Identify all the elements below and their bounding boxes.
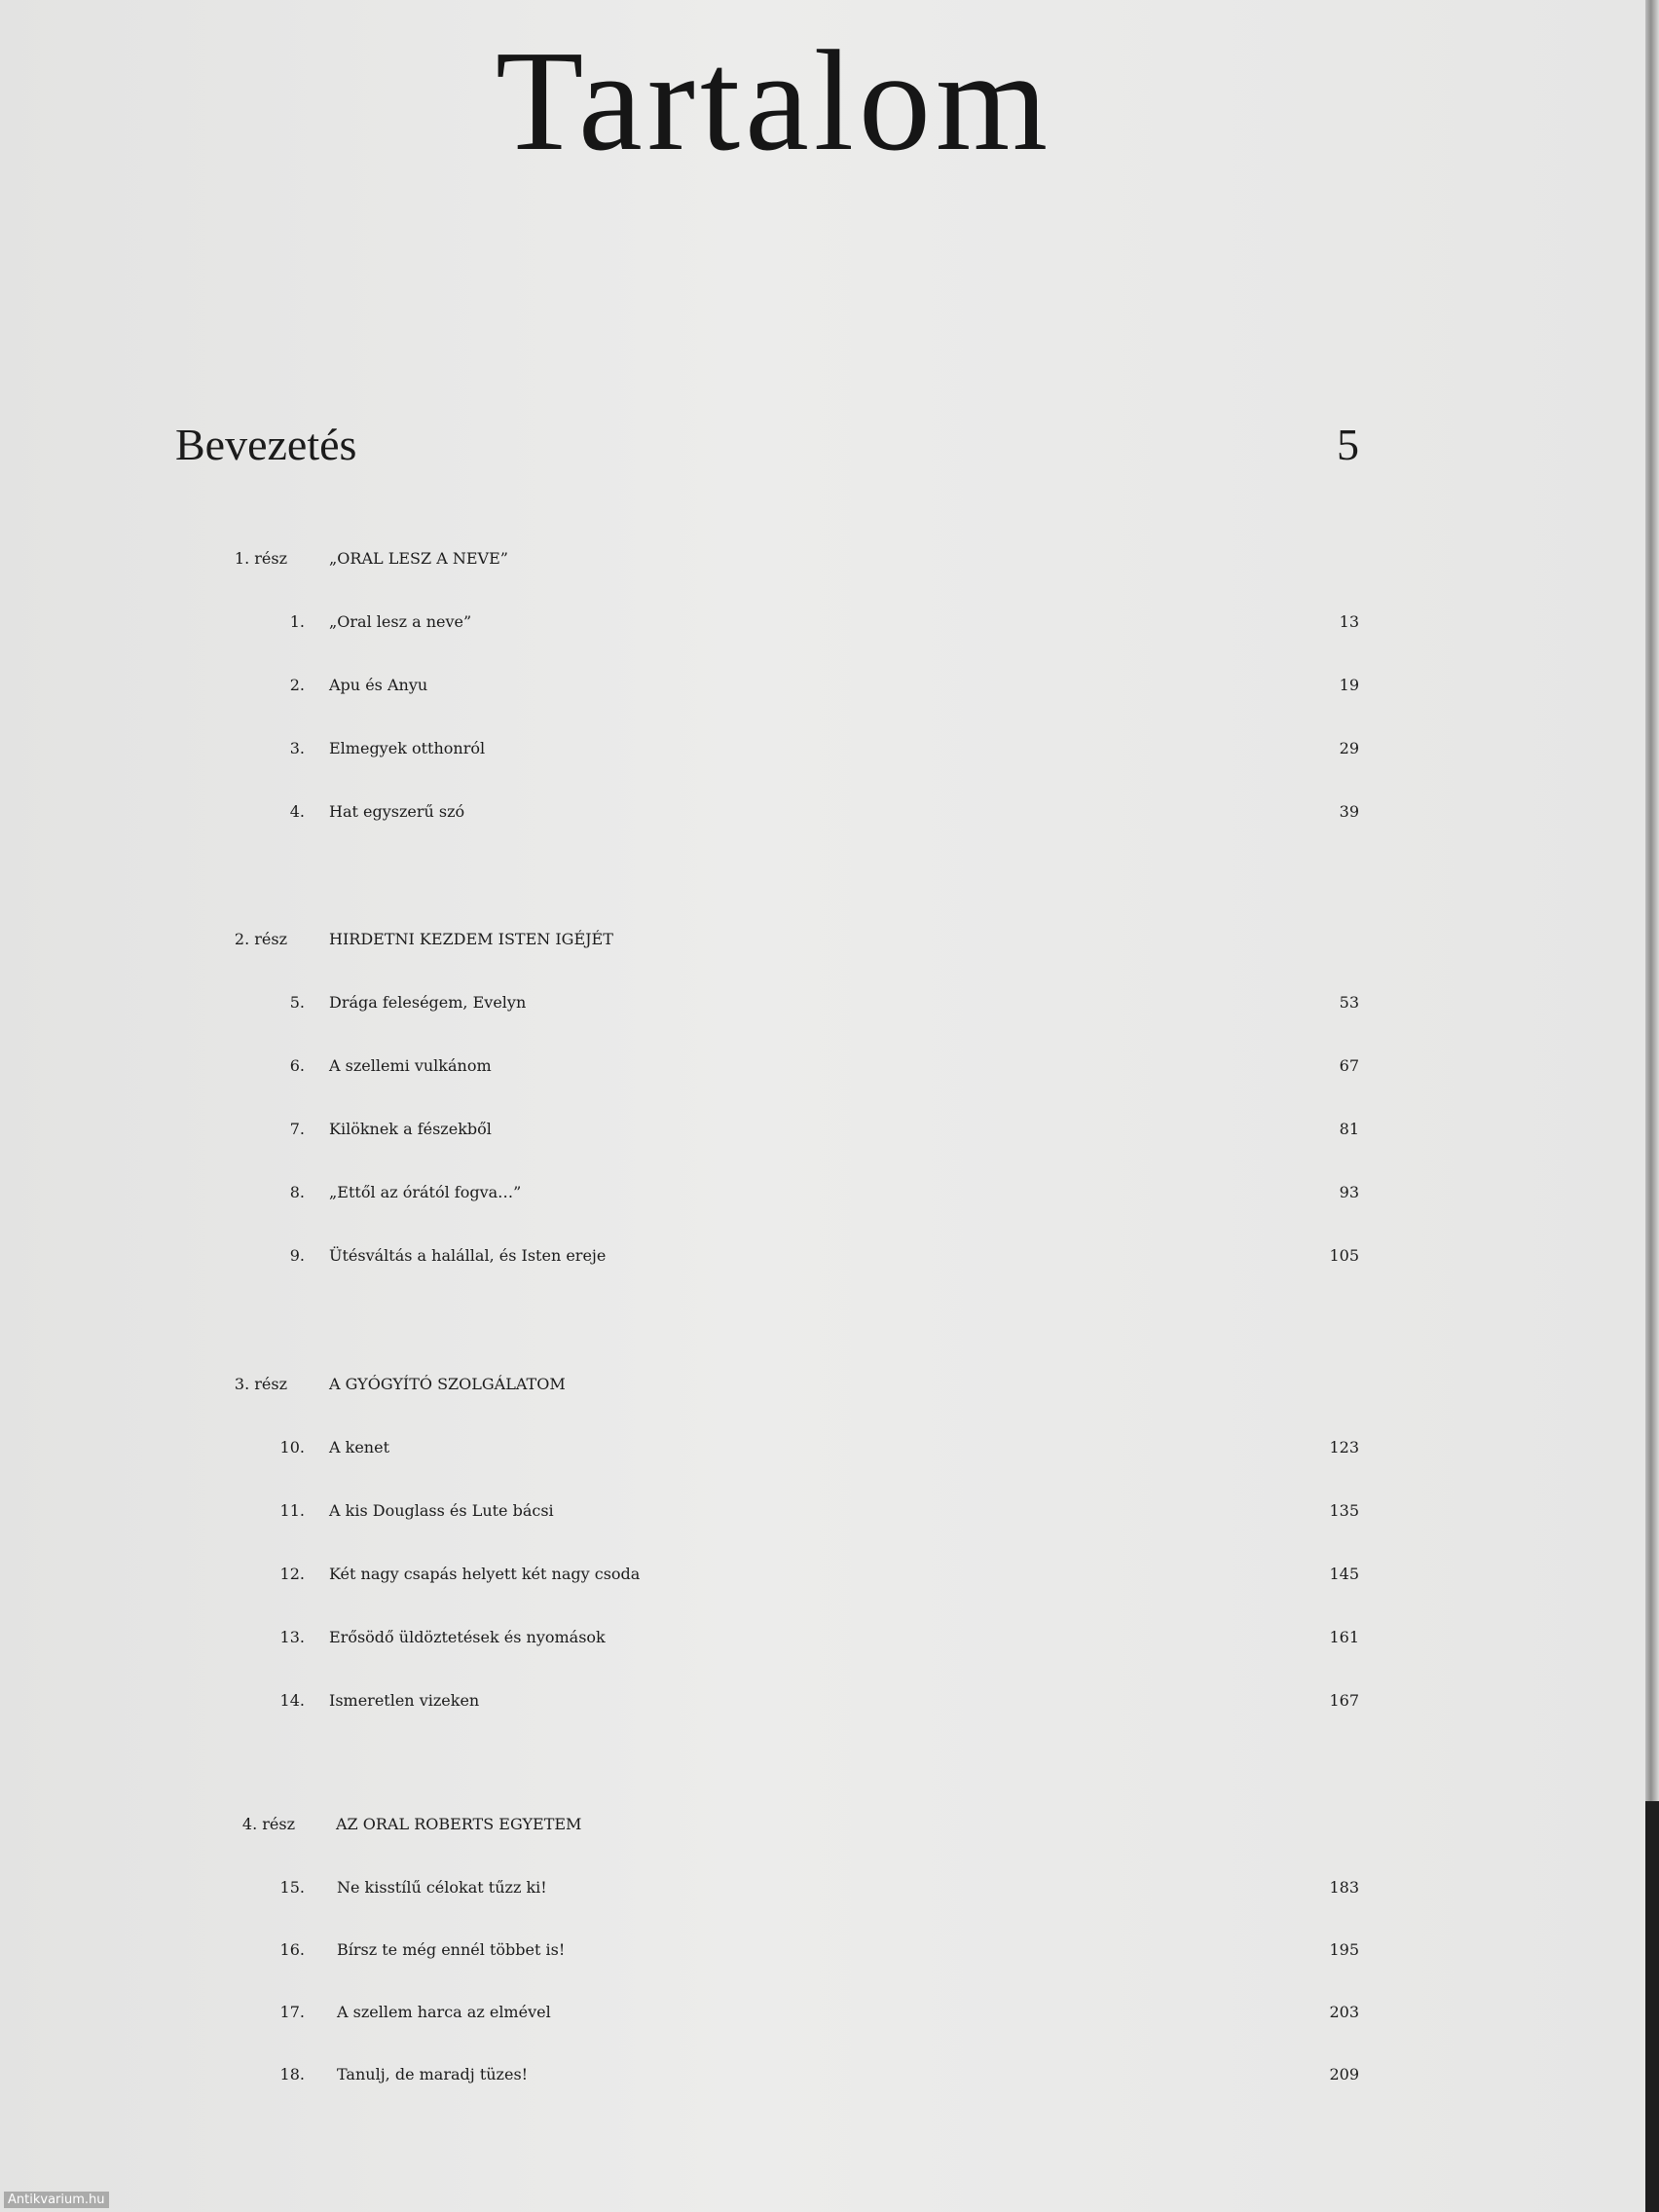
chapter-row — [0, 2005, 1645, 2059]
chapter-number: 3. — [289, 739, 305, 757]
part-title: HIRDETNI KEZDEM ISTEN IGÉJÉT — [329, 930, 613, 948]
chapter-title: Kilöknek a fészekből — [329, 1120, 492, 1138]
chapter-number: 9. — [289, 1246, 305, 1265]
chapter-page: 167 — [1329, 1691, 1359, 1710]
chapter-number: 8. — [289, 1183, 305, 1201]
chapter-page: 29 — [1339, 739, 1359, 757]
chapter-page: 81 — [1339, 1120, 1359, 1138]
chapter-page: 195 — [1329, 1940, 1359, 1959]
chapter-row — [0, 741, 1645, 795]
chapter-page: 203 — [1329, 2003, 1359, 2021]
chapter-number: 12. — [279, 1565, 305, 1583]
part-title: „ORAL LESZ A NEVE” — [329, 549, 508, 568]
chapter-page: 183 — [1329, 1878, 1359, 1897]
chapter-number: 4. — [289, 802, 305, 821]
chapter-row — [0, 678, 1645, 732]
chapter-number: 1. — [289, 612, 305, 631]
chapter-page: 209 — [1329, 2065, 1359, 2083]
chapter-title: Erősödő üldöztetések és nyomások — [329, 1628, 606, 1646]
part-heading — [0, 1377, 1645, 1431]
part-title: AZ ORAL ROBERTS EGYETEM — [336, 1815, 582, 1833]
chapter-title: Tanulj, de maradj tüzes! — [337, 2065, 529, 2083]
chapter-title: A kis Douglass és Lute bácsi — [329, 1501, 554, 1520]
part-heading — [0, 932, 1645, 986]
chapter-row — [0, 804, 1645, 859]
chapter-page: 105 — [1329, 1246, 1359, 1265]
chapter-number: 15. — [279, 1878, 305, 1897]
chapter-title: Bírsz te még ennél többet is! — [337, 1940, 566, 1959]
chapter-number: 5. — [289, 993, 305, 1012]
chapter-title: „Oral lesz a neve” — [329, 612, 472, 631]
part-heading — [0, 1817, 1645, 1871]
chapter-page: 19 — [1339, 676, 1359, 694]
part-title: A GYÓGYÍTÓ SZOLGÁLATOM — [329, 1375, 566, 1393]
part-number: 1. rész — [234, 549, 287, 568]
chapter-row — [0, 1880, 1645, 1935]
toc-intro-row — [0, 420, 1645, 477]
chapter-page: 135 — [1329, 1501, 1359, 1520]
chapter-title: Ne kisstílű célokat tűzz ki! — [337, 1878, 547, 1897]
chapter-row — [0, 1942, 1645, 1997]
chapter-title: A szellemi vulkánom — [329, 1056, 492, 1075]
chapter-title: Apu és Anyu — [329, 676, 428, 694]
chapter-title: Ütésváltás a halállal, és Isten ereje — [329, 1246, 607, 1265]
chapter-row — [0, 1058, 1645, 1113]
part-number: 4. rész — [241, 1815, 295, 1833]
chapter-number: 11. — [279, 1501, 305, 1520]
watermark: Antikvarium.hu — [4, 2192, 109, 2208]
chapter-page: 39 — [1339, 802, 1359, 821]
chapter-number: 18. — [279, 2065, 305, 2083]
chapter-page: 123 — [1329, 1438, 1359, 1456]
page-title: Tartalom — [495, 21, 1053, 181]
chapter-page: 53 — [1339, 993, 1359, 1012]
chapter-number: 7. — [289, 1120, 305, 1138]
chapter-title: Drága feleségem, Evelyn — [329, 993, 527, 1012]
chapter-title: Elmegyek otthonról — [329, 739, 486, 757]
page-edge-shadow — [1645, 1801, 1659, 2212]
chapter-page: 145 — [1329, 1565, 1359, 1583]
chapter-title: Két nagy csapás helyett két nagy csoda — [329, 1565, 641, 1583]
chapter-row — [0, 1185, 1645, 1239]
chapter-title: Ismeretlen vizeken — [329, 1691, 480, 1710]
chapter-page: 67 — [1339, 1056, 1359, 1075]
chapter-row — [0, 1122, 1645, 1176]
toc-intro-label: Bevezetés — [175, 420, 357, 469]
part-number: 2. rész — [234, 930, 287, 948]
chapter-row — [0, 1630, 1645, 1684]
chapter-row — [0, 1248, 1645, 1303]
chapter-row — [0, 1503, 1645, 1558]
chapter-number: 6. — [289, 1056, 305, 1075]
chapter-row — [0, 995, 1645, 1050]
chapter-number: 2. — [289, 676, 305, 694]
chapter-page: 161 — [1329, 1628, 1359, 1646]
chapter-number: 16. — [279, 1940, 305, 1959]
chapter-row — [0, 614, 1645, 669]
toc-intro-page: 5 — [1337, 420, 1359, 469]
chapter-title: A kenet — [329, 1438, 390, 1456]
part-heading — [0, 551, 1645, 606]
chapter-number: 14. — [279, 1691, 305, 1710]
chapter-row — [0, 1440, 1645, 1494]
chapter-title: „Ettől az órától fogva…” — [329, 1183, 522, 1201]
chapter-page: 13 — [1339, 612, 1359, 631]
part-number: 3. rész — [234, 1375, 287, 1393]
chapter-page: 93 — [1339, 1183, 1359, 1201]
chapter-title: A szellem harca az elmével — [337, 2003, 551, 2021]
chapter-title: Hat egyszerű szó — [329, 802, 465, 821]
chapter-number: 10. — [279, 1438, 305, 1456]
chapter-row — [0, 1693, 1645, 1748]
chapter-row — [0, 2067, 1645, 2121]
chapter-number: 17. — [279, 2003, 305, 2021]
chapter-number: 13. — [279, 1628, 305, 1646]
chapter-row — [0, 1567, 1645, 1621]
